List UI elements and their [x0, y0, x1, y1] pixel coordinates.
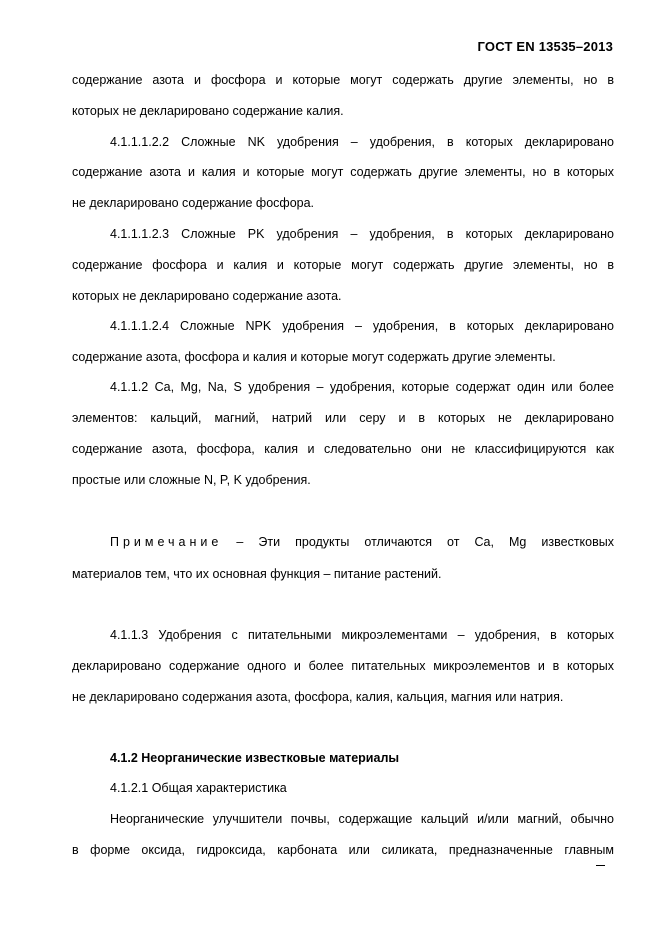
text-line: элементов: кальций, магний, натрий или серу и в которых не декларировано [72, 411, 614, 425]
text-line: содержание азота и калия и которые могут содержать другие элементы, но в которых [72, 165, 614, 179]
text-line: 4.1.1.3 Удобрения с питательными микроэлементами – удобрения, в которых [110, 628, 614, 642]
text-line: простые или сложные N, P, K удобрения. [72, 473, 311, 487]
text-line: 4.1.1.1.2.3 Сложные PK удобрения – удобрения, в которых декларировано [110, 227, 614, 241]
text-line: материалов тем, что их основная функция – питание растений. [72, 567, 442, 581]
text-line: в форме оксида, гидроксида, карбоната или силиката, предназначенные главным [72, 843, 614, 857]
note-label: Примечание [110, 535, 223, 549]
text-line: 4.1.1.1.2.2 Сложные NK удобрения – удобрения, в которых декларировано [110, 135, 614, 149]
text-line: содержание фосфора и калия и которые могут содержать другие элементы, но в [72, 258, 614, 272]
text-line: не декларировано содержания азота, фосфора, калия, кальция, магния или натрия. [72, 690, 564, 704]
document-code: ГОСТ EN 13535–2013 [477, 39, 613, 54]
text-line: содержание азота и фосфора и которые могут содержать другие элементы, но в [72, 73, 614, 87]
text-line: Неорганические улучшители почвы, содержащие кальций и/или магний, обычно [110, 812, 614, 826]
text-line: которых не декларировано содержание калия. [72, 104, 344, 118]
continuation-mark [596, 865, 605, 866]
subsection-heading: 4.1.2.1 Общая характеристика [110, 781, 287, 795]
note-first-line [110, 534, 614, 550]
text-line: содержание азота, фосфора и калия и которые могут содержать другие элементы. [72, 350, 556, 364]
text-line: которых не декларировано содержание азота. [72, 289, 342, 303]
section-heading: 4.1.2 Неорганические известковые материалы [110, 751, 400, 765]
text-line: не декларировано содержание фосфора. [72, 196, 315, 210]
text-line: 4.1.1.1.2.4 Сложные NPK удобрения – удобрения, в которых декларировано [110, 319, 614, 333]
text-line: декларировано содержание одного и более питательных микроэлементов и в которых [72, 659, 614, 673]
note-text: – Эти продукты отличаются от Ca, Mg известковых [236, 535, 614, 549]
text-line: 4.1.1.2 Ca, Mg, Na, S удобрения – удобрения, которые содержат один или более [110, 380, 614, 394]
text-line: содержание азота, фосфора, калия и следовательно они не классифицируются как [72, 442, 614, 456]
